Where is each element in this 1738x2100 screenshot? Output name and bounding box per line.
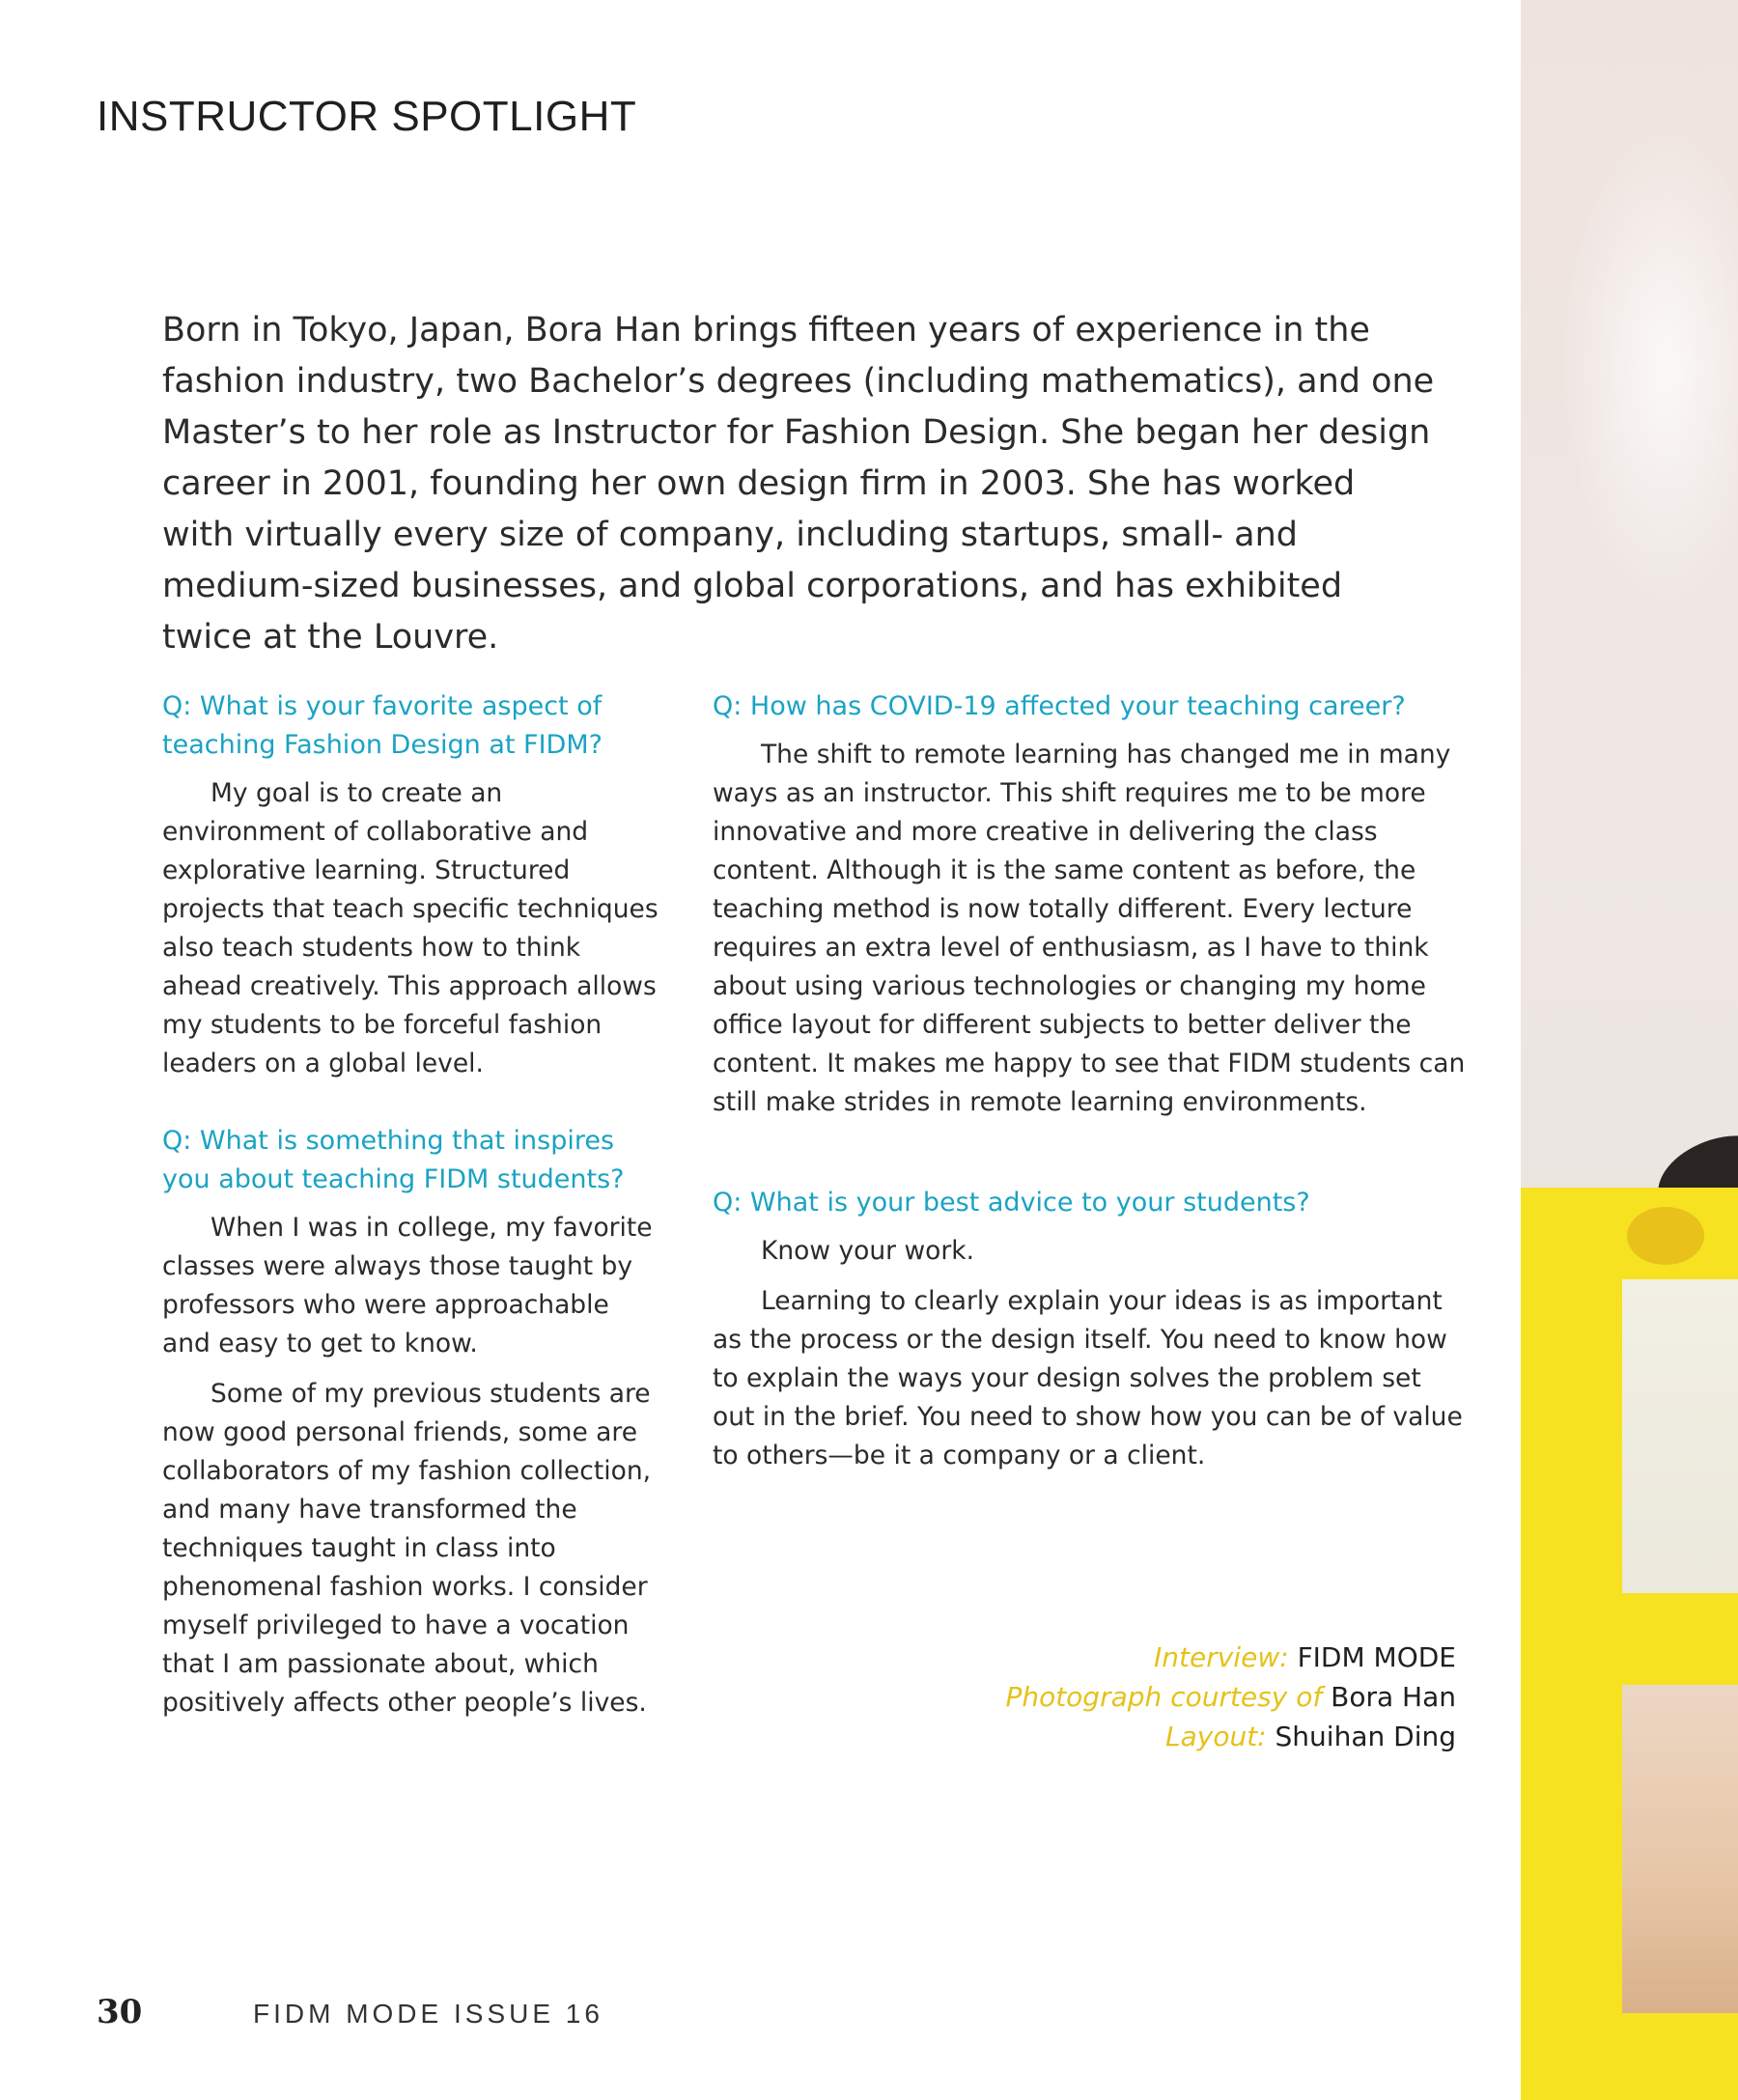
credit-role: Photograph courtesy of bbox=[1005, 1681, 1323, 1713]
answer-paragraph: My goal is to create an environment of collaborative and explorative learning. Structured projects that teach specific techniques also teach students how to think ahead creatively. This approach allows my students to be forceful fashion leaders on a global level. bbox=[162, 778, 659, 1078]
qa-block bbox=[713, 1184, 1466, 1475]
credit-line bbox=[966, 1638, 1456, 1677]
question-heading: Q: What is something that inspires you about teaching FIDM students? bbox=[162, 1126, 625, 1194]
credit-name: Bora Han bbox=[1331, 1681, 1456, 1713]
left-column bbox=[162, 687, 664, 1734]
credit-name: Shuihan Ding bbox=[1275, 1721, 1456, 1752]
credits-block bbox=[966, 1638, 1456, 1756]
section-label: INSTRUCTOR SPOTLIGHT bbox=[97, 93, 637, 140]
credit-line bbox=[966, 1677, 1456, 1717]
question-heading: Q: How has COVID-19 affected your teaching career? bbox=[713, 691, 1406, 721]
answer-paragraph: Know your work. bbox=[761, 1236, 975, 1266]
photo-inset-upper bbox=[1622, 1279, 1738, 1593]
photo-inset-lower bbox=[1622, 1685, 1738, 2013]
answer-paragraph: Some of my previous students are now good personal friends, some are collaborators of my fashion collection, and many have transformed the techniques taught in class into phenomenal fashion works. I consider myself privileged to have a vocation that I am passionate about, which positively affects other people’s lives. bbox=[162, 1379, 652, 1718]
issue-label: FIDM MODE ISSUE 16 bbox=[253, 1999, 603, 2029]
qa-block bbox=[713, 687, 1466, 1122]
qa-block bbox=[162, 687, 664, 1083]
photo-highlight bbox=[1559, 116, 1738, 618]
answer-paragraph: The shift to remote learning has changed me in many ways as an instructor. This shift requires me to be more innovative and more creative in delivering the class content. Although it is the same content as before, the teaching method is now totally different. Every lecture requires an extra level of enthusiasm, as I have to think about using various technologies or changing my home office layout for different subjects to better deliver the content. It makes me happy to see that FIDM students can still make strides in remote learning environments. bbox=[713, 740, 1466, 1117]
credit-role: Interview: bbox=[1154, 1641, 1289, 1673]
question-heading: Q: What is your favorite aspect of teaching Fashion Design at FIDM? bbox=[162, 691, 603, 760]
page-number: 30 bbox=[97, 1993, 143, 2031]
question-heading: Q: What is your best advice to your students? bbox=[713, 1188, 1310, 1218]
yellow-band-detail bbox=[1627, 1207, 1704, 1265]
answer-paragraph: Learning to clearly explain your ideas is as important as the process or the design itself. You need to know how to explain the ways your design solves the problem set out in the brief. You need to show how you can be of value to others—be it a company or a client. bbox=[713, 1286, 1463, 1470]
intro-paragraph: Born in Tokyo, Japan, Bora Han brings fifteen years of experience in the fashion industry, two Bachelor’s degrees (including mathematics), and one Master’s to her role as Instructor for Fashion Design. She began her design career in 2001, founding her own design firm in 2003. She has worked with virtually every size of company, including startups, small- and medium-sized businesses, and global corporations, and has exhibited twice at the Louvre. bbox=[162, 311, 1435, 657]
right-column bbox=[713, 687, 1466, 1487]
credit-line bbox=[966, 1717, 1456, 1756]
qa-block bbox=[162, 1122, 664, 1722]
credit-role: Layout: bbox=[1165, 1721, 1267, 1752]
answer-paragraph: When I was in college, my favorite classes were always those taught by professors who were approachable and easy to get to know. bbox=[162, 1213, 653, 1358]
credit-name: FIDM MODE bbox=[1297, 1641, 1456, 1673]
